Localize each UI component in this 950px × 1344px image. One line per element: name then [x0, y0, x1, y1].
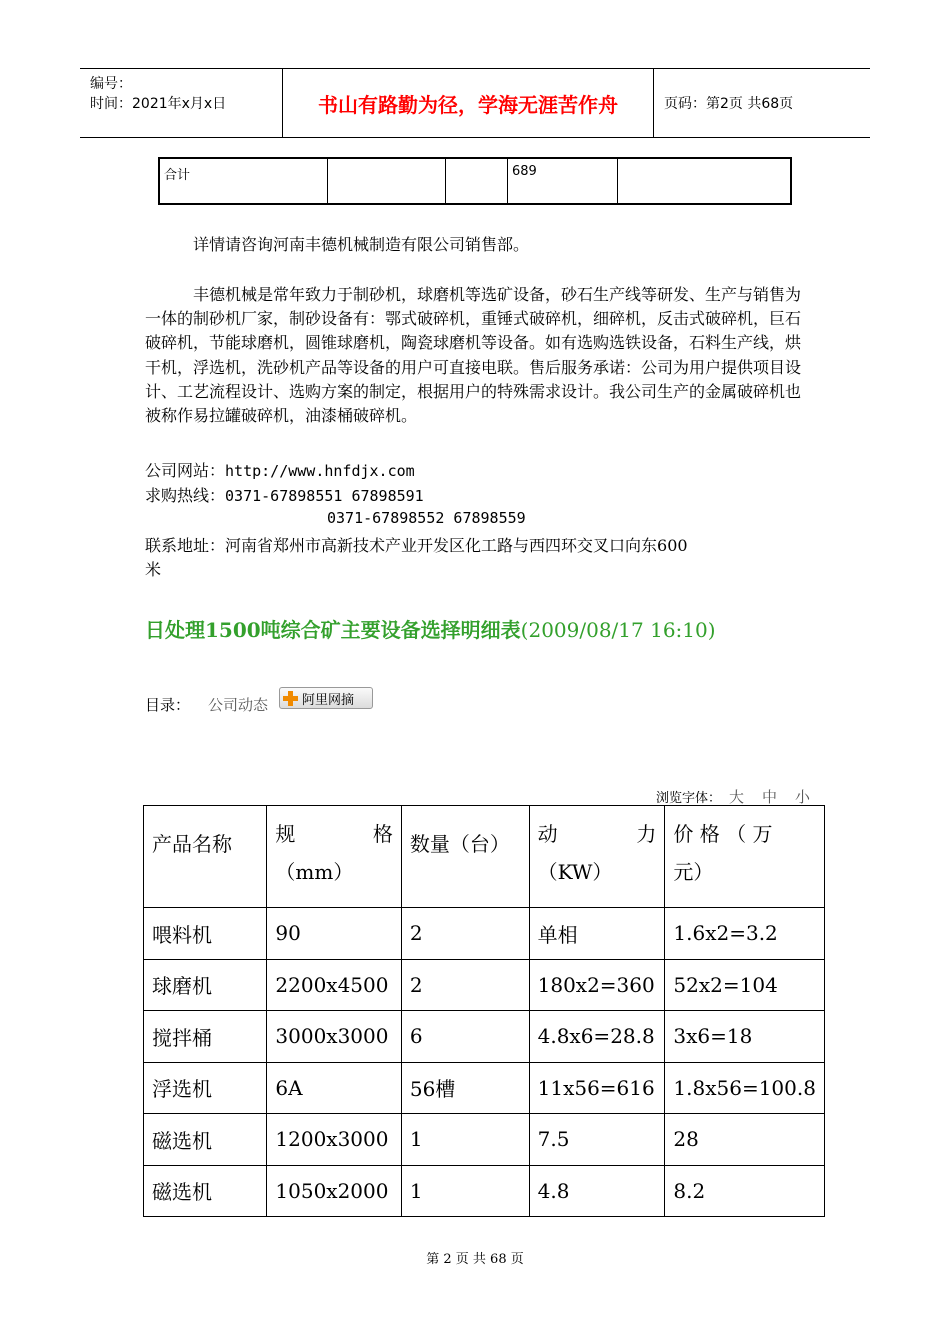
article-date: (2009/08/17 16:10): [520, 618, 716, 642]
header-power-a: 动: [537, 822, 558, 846]
company-paragraph: 丰德机械是常年致力于制砂机，球磨机等选矿设备，砂石生产线等研发、生产与销售为一体的制砂机厂家，制砂设备有：鄂式破碎机，重锤式破碎机，细碎机，反击式破碎机，巨石破碎机，节能球磨机，圆锥球磨机，陶瓷球磨机等设备。如有选购选铁设备，石料生产线，烘干机，浮选机，洗砂机产品等设备的用户可直接电联。售后服务承诺：公司为用户提供项目设计、工艺流程设计、选购方案的制定，根据用户的特殊需求设计。我公司生产的金属破碎机也被称作易拉罐破碎机，油漆桶破碎机。: [145, 285, 802, 426]
hotline-numbers-1: 0371-67898551 67898591: [225, 487, 424, 505]
cell-price: 8.2: [665, 1165, 825, 1217]
table-row: [144, 1011, 825, 1063]
table-row: [144, 959, 825, 1011]
cell-qty: 6: [401, 1011, 529, 1063]
cell-qty: 56槽: [401, 1062, 529, 1114]
header-motto: 书山有路勤为径，学海无涯苦作舟: [283, 69, 654, 137]
hotline-label: 求购热线：: [145, 486, 226, 505]
cell-spec: 2200x4500: [267, 959, 401, 1011]
hotline-line: [145, 483, 424, 506]
header-spec-unit: （mm）: [275, 860, 354, 884]
directory-category[interactable]: 公司动态: [208, 696, 269, 714]
address-text: 河南省郑州市高新技术产业开发区化工路与西四环交叉口向东600: [225, 536, 688, 555]
total-cell-5: [618, 159, 790, 203]
cell-name: 磁选机: [144, 1165, 267, 1217]
website-label: 公司网站：: [145, 461, 226, 480]
cell-name: 浮选机: [144, 1062, 267, 1114]
total-value-cell: 689: [508, 159, 618, 203]
header-price: [665, 806, 825, 908]
cell-spec: 6A: [267, 1062, 401, 1114]
website-line: [145, 458, 415, 481]
header-qty: [401, 806, 529, 908]
header-power-unit: （KW）: [537, 860, 613, 884]
cell-qty: 2: [401, 908, 529, 960]
cell-name: 喂料机: [144, 908, 267, 960]
cell-power: 11x56=616: [529, 1062, 665, 1114]
cell-spec: 1200x3000: [267, 1114, 401, 1166]
cell-price: 28: [665, 1114, 825, 1166]
article-title-text: 日处理1500吨综合矿主要设备选择明细表: [145, 618, 521, 642]
header-qty-text: 数量（台）: [409, 832, 510, 856]
page-footer: 第 2 页 共 68 页: [426, 1252, 524, 1267]
address-label: 联系地址：: [145, 536, 226, 555]
header-spec: [267, 806, 401, 908]
header-name-text: 产品名称: [152, 832, 232, 856]
cell-power: 4.8: [529, 1165, 665, 1217]
cell-name: 磁选机: [144, 1114, 267, 1166]
intro-text: 详情请咨询河南丰德机械制造有限公司销售部。: [193, 235, 530, 254]
total-label-cell: 合计: [160, 159, 328, 203]
plus-icon: [283, 691, 298, 706]
total-cell-3: [446, 159, 508, 203]
cell-name: 球磨机: [144, 959, 267, 1011]
website-link[interactable]: http://www.hnfdjx.com: [225, 462, 415, 480]
font-size-label: 浏览字体：: [656, 791, 722, 806]
header-spec-b: 格: [372, 822, 393, 846]
header-spec-a: 规: [275, 822, 296, 846]
time-label: 时间：2021年x月x日: [90, 96, 227, 112]
cell-qty: 1: [401, 1114, 529, 1166]
hotline-numbers-2: 0371-67898552 67898559: [327, 509, 526, 527]
directory: [145, 694, 268, 715]
address-line: [145, 533, 688, 556]
ali-bookmark-label: 阿里网摘: [302, 692, 355, 708]
ali-bookmark-button[interactable]: [279, 687, 373, 709]
header-meta: [80, 69, 283, 137]
font-size-selector: [656, 786, 810, 807]
directory-label: 目录：: [145, 696, 191, 714]
table-row: [144, 1062, 825, 1114]
page-header: [80, 68, 870, 138]
cell-qty: 1: [401, 1165, 529, 1217]
header-price-top: 价 格 （ 万: [673, 822, 773, 846]
cell-qty: 2: [401, 959, 529, 1011]
cell-power: 4.8x6=28.8: [529, 1011, 665, 1063]
header-power-b: 力: [636, 822, 657, 846]
cell-price: 52x2=104: [665, 959, 825, 1011]
total-table: [158, 157, 792, 205]
cell-price: 1.8x56=100.8: [665, 1062, 825, 1114]
font-small-option[interactable]: 小: [795, 788, 811, 806]
article-title: [145, 614, 716, 643]
font-medium-option[interactable]: 中: [762, 788, 778, 806]
cell-spec: 3000x3000: [267, 1011, 401, 1063]
table-row: [144, 1114, 825, 1166]
cell-spec: 1050x2000: [267, 1165, 401, 1217]
header-price-bottom: 元）: [673, 860, 714, 884]
header-power: [529, 806, 665, 908]
hotline-line-2: [327, 508, 526, 527]
equipment-table: [143, 805, 825, 1217]
cell-power: 7.5: [529, 1114, 665, 1166]
table-row: [144, 1165, 825, 1217]
cell-price: 3x6=18: [665, 1011, 825, 1063]
number-label: 编号：: [90, 76, 132, 92]
header-name: [144, 806, 267, 908]
total-cell-2: [328, 159, 446, 203]
cell-name: 搅拌桶: [144, 1011, 267, 1063]
cell-price: 1.6x2=3.2: [665, 908, 825, 960]
font-large-option[interactable]: 大: [729, 788, 745, 806]
cell-power: 180x2=360: [529, 959, 665, 1011]
cell-spec: 90: [267, 908, 401, 960]
table-row: [144, 908, 825, 960]
cell-power: 单相: [529, 908, 665, 960]
table-header-row: [144, 806, 825, 908]
address-line-2: 米: [145, 560, 162, 579]
page-number: 页码：第2页 共68页: [664, 96, 794, 112]
